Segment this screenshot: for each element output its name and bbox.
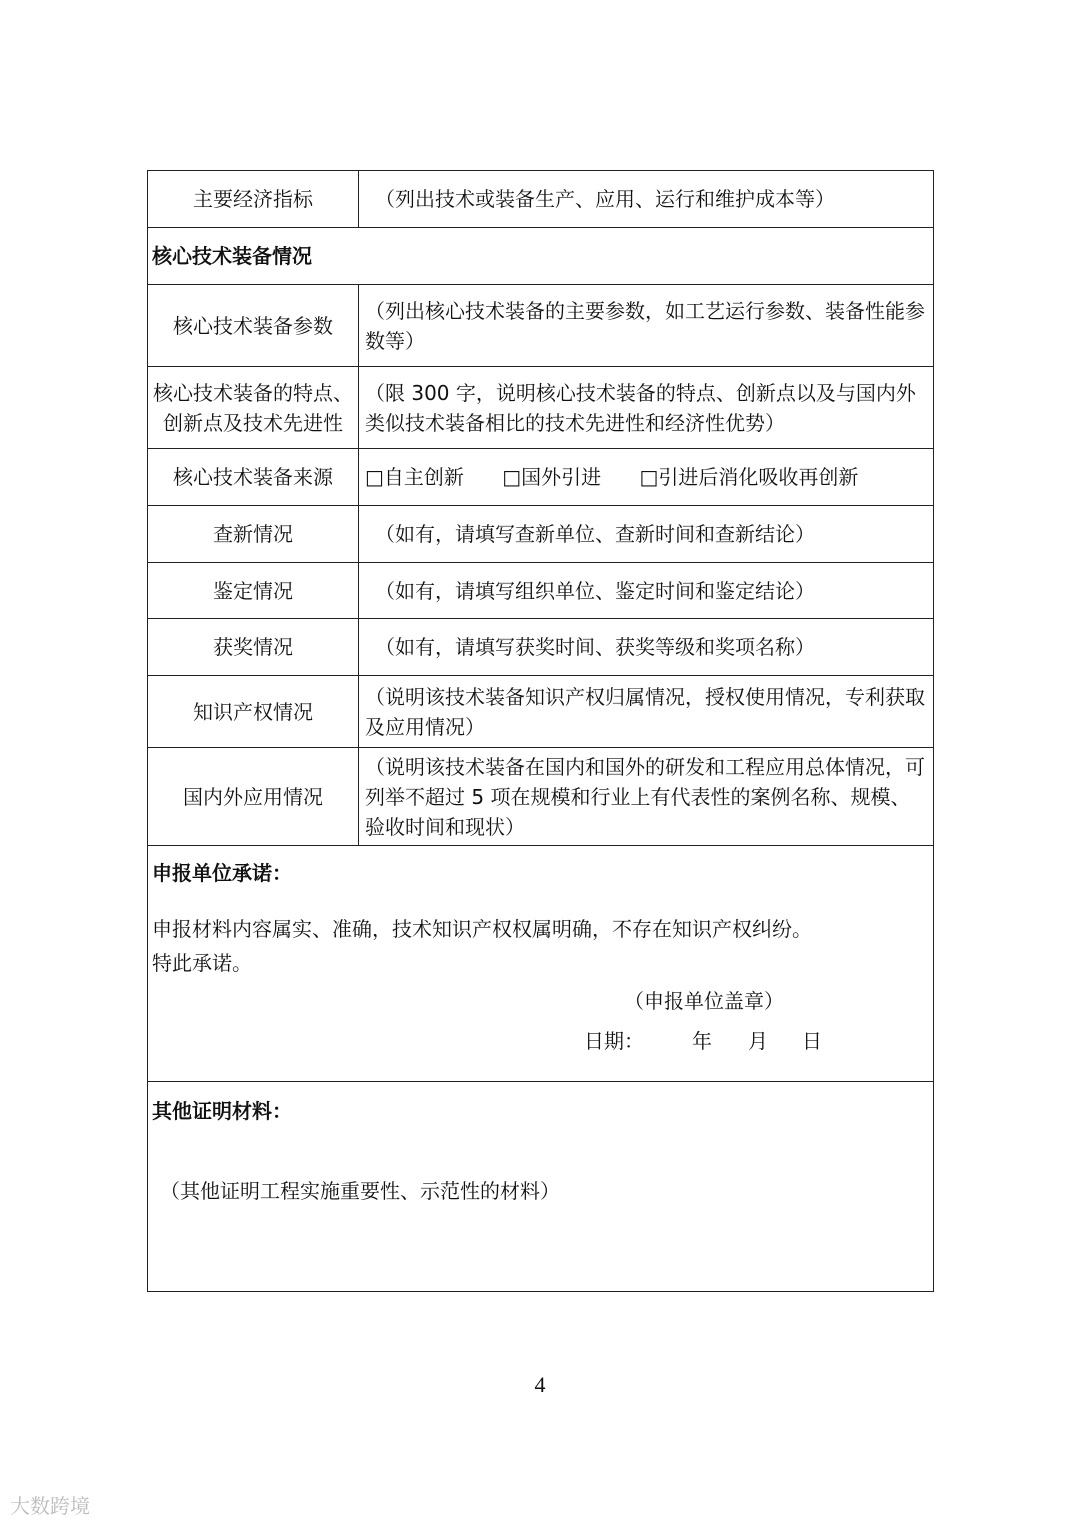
label-novelty: 查新情况	[148, 506, 359, 563]
form-table	[147, 170, 934, 1292]
label-params: 核心技术装备参数	[148, 285, 359, 367]
pledge-line1: 申报材料内容属实、准确，技术知识产权权属明确，不存在知识产权纠纷。	[152, 917, 812, 941]
pledge-heading: 申报单位承诺：	[152, 861, 292, 885]
label-awards: 获奖情况	[148, 619, 359, 676]
date-day: 日	[802, 1029, 822, 1053]
label-source: 核心技术装备来源	[148, 449, 359, 506]
label-appraisal: 鉴定情况	[148, 563, 359, 619]
label-ip: 知识产权情况	[148, 676, 359, 748]
date-year: 年	[692, 1029, 712, 1053]
page-number: 4	[534, 1372, 546, 1397]
option-independent[interactable]: □自主创新	[365, 465, 464, 489]
date-month: 月	[748, 1029, 768, 1053]
other-body: （其他证明工程实施重要性、示范性的材料）	[160, 1179, 560, 1203]
option-reinnovation[interactable]: □引进后消化吸收再创新	[639, 465, 859, 489]
value-ip: （说明该技术装备知识产权归属情况，授权使用情况，专利获取及应用情况）	[359, 676, 934, 748]
value-features: （限 300 字，说明核心技术装备的特点、创新点以及与国内外类似技术装备相比的技术先进性和经济性优势）	[359, 367, 934, 449]
pledge-seal: （申报单位盖章）	[624, 989, 784, 1013]
label-application: 国内外应用情况	[148, 748, 359, 846]
pledge-line2: 特此承诺。	[152, 951, 252, 975]
value-awards: （如有，请填写获奖时间、获奖等级和奖项名称）	[359, 619, 934, 676]
watermark: 大数跨境	[10, 1494, 90, 1518]
value-economic: （列出技术或装备生产、应用、运行和维护成本等）	[359, 171, 934, 228]
other-heading: 其他证明材料：	[152, 1099, 292, 1123]
date-label: 日期：	[584, 1029, 644, 1053]
value-params: （列出核心技术装备的主要参数，如工艺运行参数、装备性能参数等）	[359, 285, 934, 367]
section-core-heading: 核心技术装备情况	[148, 228, 934, 285]
value-appraisal: （如有，请填写组织单位、鉴定时间和鉴定结论）	[359, 563, 934, 619]
label-economic: 主要经济指标	[148, 171, 359, 228]
source-options	[359, 449, 934, 506]
label-features: 核心技术装备的特点、创新点及技术先进性	[148, 367, 359, 449]
other-cell	[148, 1082, 934, 1292]
pledge-cell	[148, 846, 934, 1082]
option-imported[interactable]: □国外引进	[502, 465, 602, 489]
value-novelty: （如有，请填写查新单位、查新时间和查新结论）	[359, 506, 934, 563]
value-application: （说明该技术装备在国内和国外的研发和工程应用总体情况，可列举不超过 5 项在规模和行业上有代表性的案例名称、规模、验收时间和现状）	[359, 748, 934, 846]
